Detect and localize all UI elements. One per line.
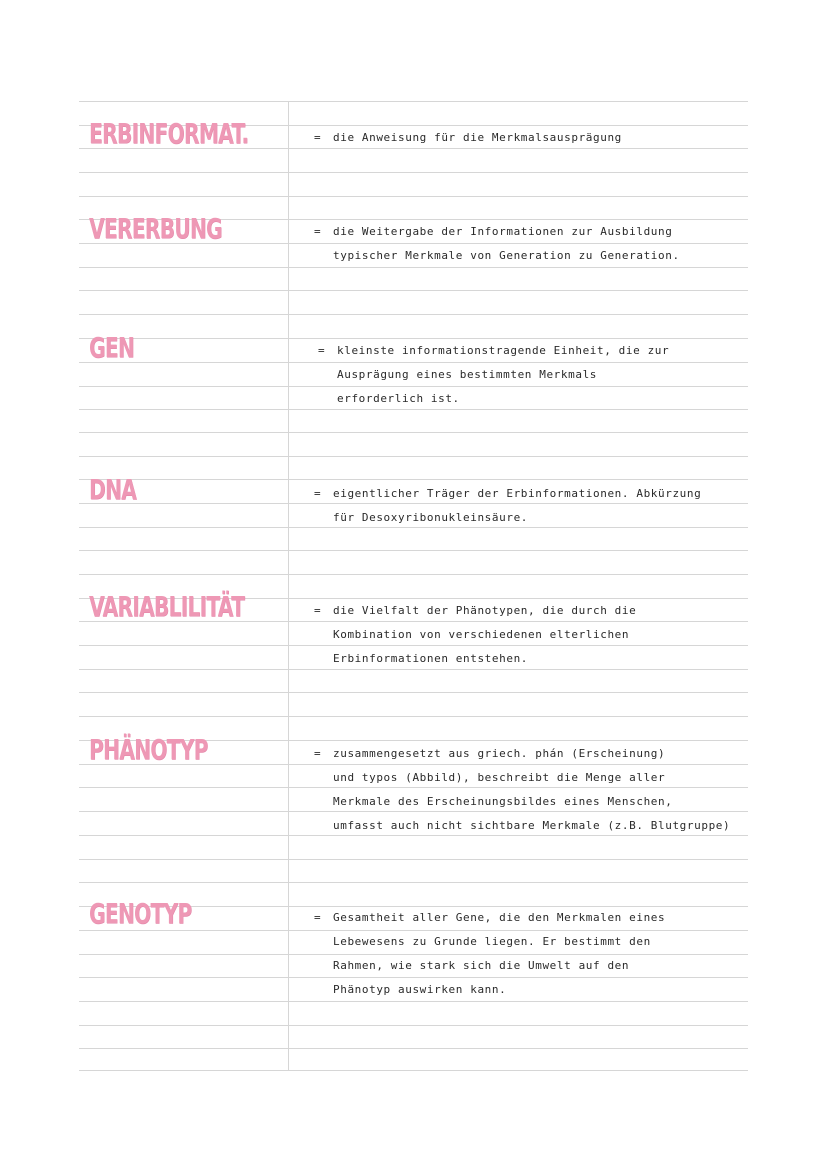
definition-line: Rahmen, wie stark sich die Umwelt auf den — [333, 959, 630, 972]
definition-line: Erbinformationen entstehen. — [333, 652, 529, 665]
equals-sign: = — [314, 487, 321, 500]
ruled-line — [79, 977, 748, 978]
term-heading: DNA — [89, 473, 137, 506]
definition-line: Kombination von verschiedenen elterlichen — [333, 628, 630, 641]
ruled-line — [79, 550, 748, 551]
definition-line: Phänotyp auswirken kann. — [333, 983, 507, 996]
equals-sign: = — [314, 131, 321, 144]
ruled-line — [79, 669, 748, 670]
definition-line: typischer Merkmale von Generation zu Generation. — [333, 249, 680, 262]
term-heading: ERBINFORMAT. — [89, 117, 249, 150]
ruled-line — [79, 1048, 748, 1049]
ruled-line — [79, 456, 748, 457]
ruled-line — [79, 172, 748, 173]
definition-line: eigentlicher Träger der Erbinformationen. Abkürzung — [333, 487, 702, 500]
ruled-line — [79, 432, 748, 433]
term-heading: GEN — [89, 331, 135, 364]
definition-line: Ausprägung eines bestimmten Merkmals — [337, 368, 598, 381]
ruled-line — [79, 1070, 748, 1071]
ruled-line — [79, 716, 748, 717]
ruled-line — [79, 362, 748, 363]
equals-sign: = — [314, 604, 321, 617]
definition-line: zusammengesetzt aus griech. phán (Erscheinung) — [333, 747, 666, 760]
ruled-line — [79, 290, 748, 291]
ruled-line — [79, 338, 748, 339]
definition-line: umfasst auch nicht sichtbare Merkmale (z.B. Blutgruppe) — [333, 819, 731, 832]
definition-line: und typos (Abbild), beschreibt die Menge aller — [333, 771, 666, 784]
definition-line: für Desoxyribonukleinsäure. — [333, 511, 529, 524]
ruled-line — [79, 1025, 748, 1026]
ruled-line — [79, 692, 748, 693]
ruled-line — [79, 859, 748, 860]
definition-line: die Anweisung für die Merkmalsausprägung — [333, 131, 622, 144]
definition-line: Gesamtheit aller Gene, die den Merkmalen eines — [333, 911, 666, 924]
definition-line: die Vielfalt der Phänotypen, die durch die — [333, 604, 637, 617]
term-heading: GENOTYP — [89, 897, 192, 930]
term-heading: VERERBUNG — [89, 212, 222, 245]
ruled-line — [79, 787, 748, 788]
ruled-line — [79, 930, 748, 931]
ruled-line — [79, 574, 748, 575]
definition-line: Merkmale des Erscheinungsbildes eines Menschen, — [333, 795, 673, 808]
equals-sign: = — [314, 747, 321, 760]
equals-sign: = — [314, 225, 321, 238]
equals-sign: = — [318, 344, 325, 357]
ruled-line — [79, 409, 748, 410]
ruled-line — [79, 527, 748, 528]
equals-sign: = — [314, 911, 321, 924]
ruled-line — [79, 882, 748, 883]
column-divider — [288, 101, 289, 1070]
ruled-line — [79, 479, 748, 480]
ruled-line — [79, 1001, 748, 1002]
ruled-line — [79, 503, 748, 504]
ruled-line — [79, 954, 748, 955]
ruled-line — [79, 314, 748, 315]
ruled-line — [79, 386, 748, 387]
term-heading: PHÄNOTYP — [89, 733, 208, 766]
definition-line: kleinste informationstragende Einheit, die zur — [337, 344, 670, 357]
ruled-line — [79, 267, 748, 268]
ruled-line — [79, 645, 748, 646]
definition-line: Lebewesens zu Grunde liegen. Er bestimmt den — [333, 935, 651, 948]
definition-line: erforderlich ist. — [337, 392, 460, 405]
ruled-line — [79, 811, 748, 812]
definition-line: die Weitergabe der Informationen zur Ausbildung — [333, 225, 673, 238]
ruled-line — [79, 196, 748, 197]
ruled-line — [79, 101, 748, 102]
term-heading: VARIABLILITÄT — [89, 590, 245, 623]
ruled-line — [79, 835, 748, 836]
